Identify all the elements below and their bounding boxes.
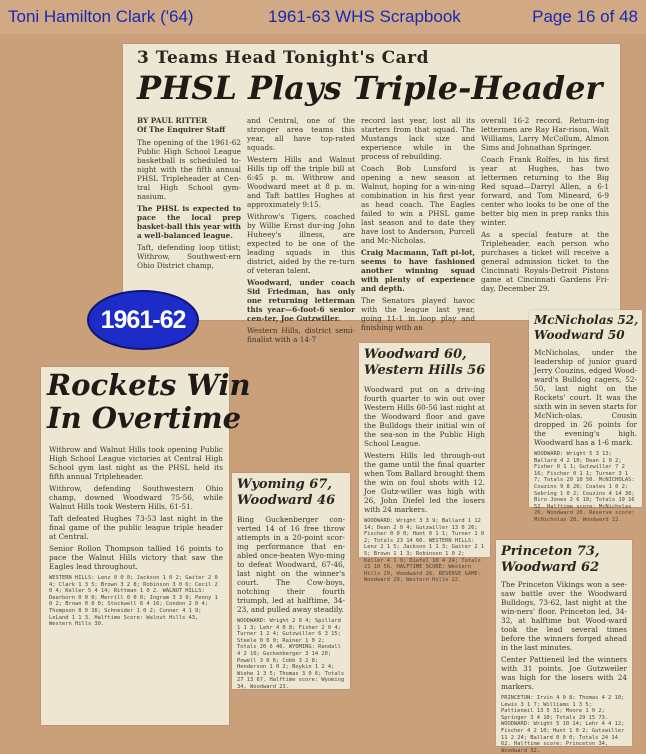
paragraph: record last year, lost all its starters from that squad. The Mustangs lack size and experience while in the process of rebuilding. bbox=[361, 116, 475, 161]
article-column-3 bbox=[361, 116, 475, 332]
article-body bbox=[501, 580, 627, 754]
article-body bbox=[49, 445, 223, 628]
paragraph: Coach Frank Rolfes, in his first year at Hughes, has two lettermen returning to the Big Red squad—Darryl Allen, a 6-1 forward, and Tom Mineard, 6-9 center who looks to be one of the better big men in prep ranks this winter. bbox=[481, 155, 609, 227]
clipping-headline: Woodward 62 bbox=[501, 560, 600, 575]
article-body bbox=[237, 515, 345, 691]
clipping-headline: PHSL Plays Triple-Header bbox=[137, 69, 603, 107]
paragraph: McNicholas, under the leadership of junior guard Jerry Couzins, edged Wood-ward's Bulldog cagers, 52-50, last night on the Rockets' court. It was the sixth win in seven starts for McNich-olas. Cousin dropped in 26 points for the evening's high. Woodward has a 1-6 mark. bbox=[534, 348, 637, 447]
paragraph: Taft, defending loop titlist; Withrow, Southwest-ern Ohio District champ, bbox=[137, 243, 241, 270]
paragraph: overall 16-2 record. Return-ing lettermen are Ray Har-rison, Walt Williams, Larry McCollum, Almon Sims and Johnathan Springer. bbox=[481, 116, 609, 152]
box-score: WOODWARD: Wright 5 3 13; Ballard 4 2 10; Dean 1 0 2; Fisher 0 1 1; Gutzwiller 7 2 16; Fischer 0 1 1; Turner 3 1 7; Totals 20 10 50. McNICHOLAS: Couzins 9 8 26; Coates 1 0 2; Sebring 1 0 2; Couzins 4 14 30; Biro Jones 2 6 10; Totals 19 16 52. Halftime score: McNicholas 26, Woodward 20. Reserve score: McNicholas 28, Woodward 22. bbox=[534, 451, 635, 523]
season-badge: 1961-62 bbox=[87, 290, 199, 350]
clipping-headline: Western Hills 56 bbox=[364, 363, 486, 378]
paragraph: Craig Macmann, Taft pi-lot, seems to have fashioned another winning squad with plenty of experience and depth. bbox=[361, 248, 475, 293]
clipping-princeton-woodward bbox=[496, 540, 632, 754]
paragraph: Western Hills, district semi-finalist with a 14-7 bbox=[247, 326, 355, 344]
clipping-headline: Woodward 50 bbox=[534, 328, 625, 342]
box-score: WESTERN HILLS: Lenz 0 0 0; Jackson 1 0 2; Gaiter 2 0 4; Clark 1 3 5; Brown 3 2 8; Robinson 3 0 6; Cecil 2 0 4; Keller 5 4 14; Rittman 1 0 2. WALNUT HILLS: Dearborn 0 0 0; Merrill 0 0 0; Ingram 3 3 9; Penny 1 0 2; Brown 0 0 0; Stockwell 6 4 16; Condon 2 0 4; Thompson 8 0 16; Schneider 1 0 2; Conner 4 1 9; LeLand 1 1 3. Halftime Score: Walnut Hills 43, Western Hills 30. bbox=[49, 575, 218, 628]
box-score: WOODWARD: Wright 3 3 9; Ballard 1 12 14; Dean 2 0 4; Gutzwiller 13 0 26; Fischer 0 0 0; Hunt 0 1 1; Turner 1 0 2; Totals 23 14 60. WESTERN HILLS: Lenz 2 1 5; Jackson 1 1 3; Gaiter 2 1 5; Brown 1 1 3; Robinson 1 0 2; Keller 4 1 9; Diefel 10 4 24; Totals 21 10 56. HALFTIME SCORE: Western Hills 29, Woodward 26. RESERVE GAME: Woodward 29, Western Hills 22. bbox=[364, 518, 485, 584]
article-column-2 bbox=[247, 116, 355, 344]
clipping-headline: Rockets Win bbox=[47, 368, 251, 402]
clipping-headline: In Overtime bbox=[47, 401, 242, 435]
clipping-rockets-win bbox=[41, 367, 251, 725]
clipping-headline: Woodward 60, bbox=[364, 347, 467, 362]
paragraph: Center Pattieneil led the winners with 31 points. Joe Gutzweiler was high for the losers with 24 markers. bbox=[501, 655, 627, 691]
box-score: WOODWARD: Wright 2 0 4; Spillard 1 1 3; Lehr 4 0 8; Fisher 2 0 4; Turner 1 2 4; Gutzwiller 6 3 15; Steele 0 0 0; Rainer 1 0 2; Totals 20 6 46. WYOMING: Randall 4 2 10; Guckenberger 3 14 20; Powell 3 0 6; Cobb 3 2 8; Henderson 1 0 2; Boykin 1 2 4; Wiehe 1 3 5; Thomas 3 0 6; Totals 27 13 67. Halftime score: Wyoming 34, Woodward 23. bbox=[237, 618, 345, 690]
article-body bbox=[364, 385, 485, 584]
article-column-4 bbox=[481, 116, 609, 293]
paragraph: The Senators played havoc with the league last year, going 11-1 in loop play and finishing with an bbox=[361, 296, 475, 332]
clipping-wyoming-woodward bbox=[232, 473, 350, 689]
paragraph: Bing Guckenberger con-verted 14 of 16 free throw attempts in a 20-point scor-ing performance that en-abled once-beaten Wyo-ming to defeat Woodward, 67-46, last night on the winner's court. The Cow-boys, notching their fourth triumph, led at halftime, 34-23, and pulled away steadily. bbox=[237, 515, 345, 614]
paragraph: Coach Bob Lunsford is opening a new season at Walnut, hoping for a win-ning combination in his first year as head coach. The Eagles failed to win a PHSL game last season and to date they have lost to Anderson, Purcell and Mc-Nicholas. bbox=[361, 164, 475, 245]
paragraph: Woodward, under coach Sid Friedman, has only one returning letterman this year—6-foot-6 senior cen-ter, Joe Gutzwiller. bbox=[247, 278, 355, 323]
clipping-mcnicholas-woodward bbox=[529, 310, 642, 523]
paragraph: Woodward put on a driv-ing fourth quarter to win out over Western Hills 60-56 last night at the Woodward floor and gave the Bulldogs their initial win of the sea-son in the Public High School League. bbox=[364, 385, 485, 448]
paragraph: Western Hills and Walnut Hills tip off the triple bill at 6:45 p. m. Withrow and Woodward meet at 8 p. m. and Taft battles Hughes at approximately 9:15. bbox=[247, 155, 355, 209]
article-column-1 bbox=[137, 116, 241, 270]
byline-staff: Of The Enquirer Staff bbox=[137, 125, 226, 134]
clipping-headline: McNicholas 52, bbox=[534, 313, 639, 327]
header-page-number: Page 16 of 48 bbox=[532, 7, 638, 26]
article-body bbox=[534, 348, 637, 524]
box-score: PRINCETON: Irvin 4 0 8; Thomas 4 2 10; Lewis 3 1 7; Williams 1 3 5; Pattieneil 13 5 31; Moore 1 0 2; Springer 3 4 10; Totals 29 15 73. WOODWARD: Wright 5 10 14; Lehr 4 4 12; Fischer 4 2 10; Hunt 1 0 2; Gutzwiller 11 2 24; Ballard 0 0 0; Totals 24 14 62. Halftime score: Princeton 34, Woodward 32. bbox=[501, 695, 625, 754]
header-title: 1961-63 WHS Scrapbook bbox=[268, 7, 461, 26]
paragraph: Withrow and Walnut Hills took opening Public High School League victories at Central High School gym last night as the PHSL held its fifth annual Tripleheader. bbox=[49, 445, 223, 481]
clipping-headline: Princeton 73, bbox=[501, 544, 600, 559]
paragraph: The PHSL is expected to pace the local prep basket-ball this year with a well-balanced league. bbox=[137, 204, 241, 240]
paragraph: Taft defeated Hughes 73-53 last night in the final game of the public league triple header at Central. bbox=[49, 514, 223, 541]
paragraph: The Princeton Vikings won a see-saw battle over the Woodward Bulldogs, 73-62, last night at the win-ners' floor. Princeton led, 34-32, at halftime but Wood-ward took the lead several times before the winners forged ahead in the last minutes. bbox=[501, 580, 627, 652]
paragraph: Western Hills led through-out the game until the final quarter when Tom Ballard brought them the win on foul shots with 12. Joe Gutz-willer was high with 26, John Diefel led the losers with 24 markers. bbox=[364, 451, 485, 514]
scrapbook-header bbox=[0, 0, 646, 34]
paragraph: Senior Rollon Thompson tallied 16 points to pace the Walnut Hills victory that saw the Eagles lead throughout. bbox=[49, 544, 223, 571]
byline: BY PAUL RITTER bbox=[137, 116, 208, 125]
clipping-headline: Wyoming 67, bbox=[237, 477, 332, 492]
paragraph: The opening of the 1961-62 Public High School League basketball is scheduled to-night with the fifth annual PHSL Tripleheader at Cen-tral High School gym-nasium. bbox=[137, 138, 241, 201]
header-author: Toni Hamilton Clark ('64) bbox=[8, 7, 194, 26]
paragraph: and Central, one of the stronger area teams this year, all have top-rated squads. bbox=[247, 116, 355, 152]
paragraph: Withrow's Tigers, coached by Willie Ernst dur-ing John Huheey's illness, are expected to be one of the leading squads in this district, aided by the re-turn of veteran talent. bbox=[247, 212, 355, 275]
paragraph: Withrow, defending Southwestern Ohio champ, downed Woodward 75-56, while Walnut Hills took Western Hills, 61-51. bbox=[49, 484, 223, 511]
clipping-headline: Woodward 46 bbox=[237, 493, 336, 508]
clipping-woodward-western-hills bbox=[359, 343, 490, 584]
paragraph: As a special feature at the Tripleheader, each person who purchases a ticket will receive a general admission ticket to the Cincinnati Royals-Detroit Pistons game at Cincinnati Gardens Fri-day, December 29. bbox=[481, 230, 609, 293]
clipping-kicker: 3 Teams Head Tonight's Card bbox=[137, 48, 429, 68]
